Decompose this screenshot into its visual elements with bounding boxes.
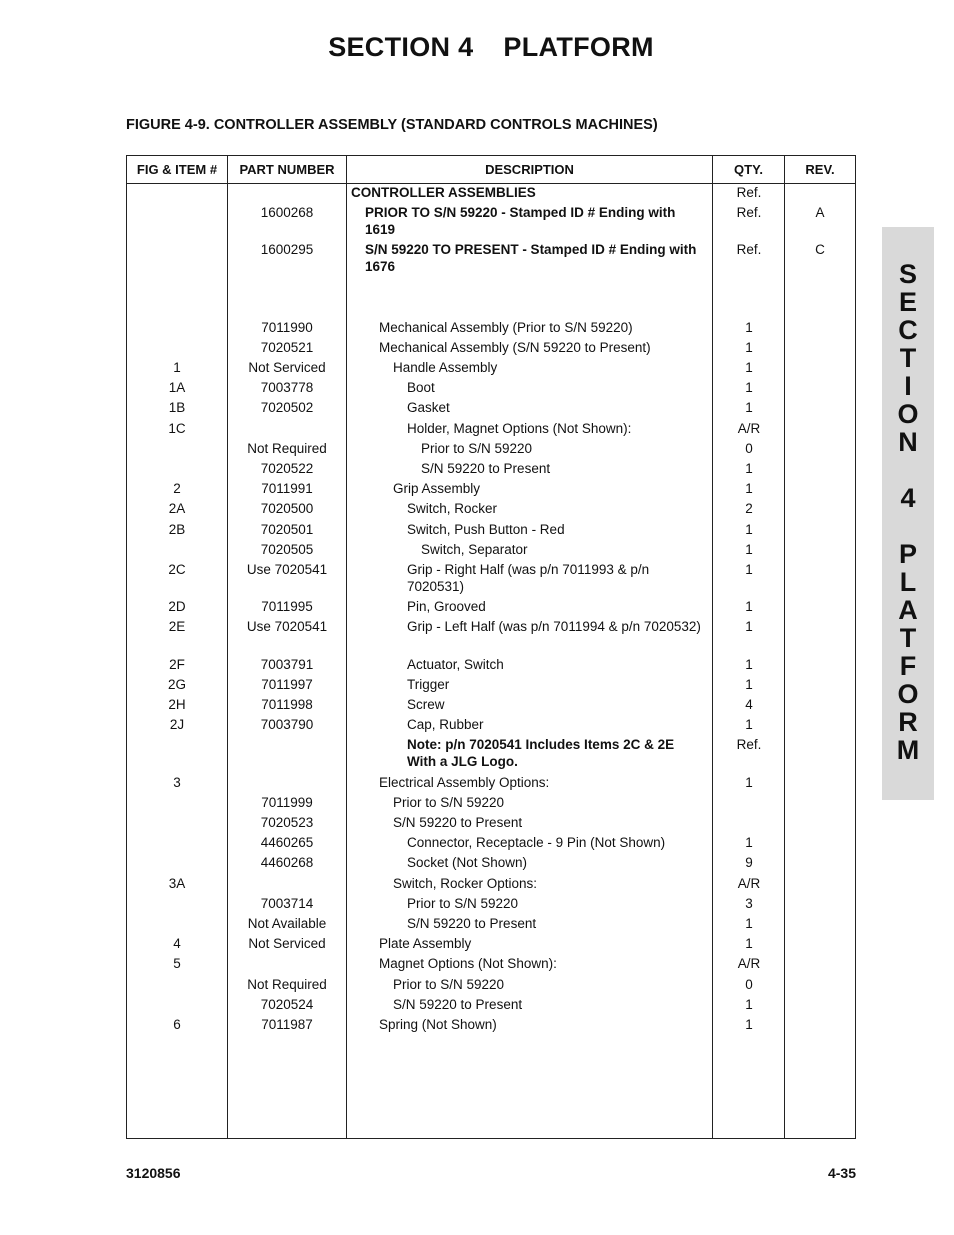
description-cell: Connector, Receptacle - 9 Pin (Not Shown)	[407, 835, 666, 851]
qty-cell: 1	[745, 835, 753, 851]
part-number-cell: 7020502	[260, 400, 314, 416]
qty-cell: A/R	[737, 420, 761, 436]
part-number-cell: 7003791	[260, 656, 314, 672]
description-cell: Prior to S/N 59220	[421, 440, 533, 456]
doc-number: 3120856	[126, 1165, 181, 1181]
fig-item-cell: 2F	[169, 656, 185, 672]
qty-cell: 3	[745, 895, 753, 911]
part-number-cell: 7011999	[261, 794, 313, 810]
part-number-cell: 7003714	[260, 895, 314, 911]
header-description: DESCRIPTION	[485, 162, 574, 177]
description-cell: Switch, Rocker	[407, 501, 498, 517]
qty-cell: 0	[745, 440, 753, 456]
qty-cell: A/R	[737, 875, 761, 891]
fig-item-cell: 2C	[168, 562, 186, 577]
fig-item-cell: 1	[173, 360, 181, 375]
description-cell: Electrical Assembly Options:	[379, 774, 550, 790]
part-number-cell: 7011998	[261, 697, 313, 712]
side-tab-letter: I	[904, 371, 912, 401]
part-number-cell: Not Serviced	[248, 360, 326, 375]
qty-cell: 2	[745, 501, 753, 517]
side-tab-letter: T	[899, 623, 917, 653]
parts-table	[126, 155, 856, 1139]
fig-item-cell: 4	[173, 936, 181, 952]
part-number-cell: 7020521	[260, 339, 314, 355]
side-tab-letter: C	[898, 315, 918, 345]
part-number-cell: Not Required	[247, 976, 327, 992]
description-cell: Note: p/n 7020541 Includes Items 2C & 2E With a JLG Logo.	[407, 737, 675, 770]
part-number-cell: Use 7020541	[246, 562, 328, 577]
page-number: 4-35	[827, 1165, 856, 1181]
description-cell: Switch, Separator	[421, 541, 528, 557]
side-tab-letter: N	[898, 427, 918, 457]
section-side-tab	[882, 227, 934, 800]
part-number-cell: 7020501	[260, 521, 314, 537]
part-number-cell: 7011991	[261, 481, 313, 497]
description-cell: S/N 59220 to Present	[393, 815, 523, 830]
fig-item-cell: 2J	[169, 717, 185, 733]
column-divider	[346, 156, 347, 1138]
fig-item-cell: 3A	[168, 875, 186, 891]
part-number-cell: 7011987	[261, 1017, 313, 1032]
description-cell: Magnet Options (Not Shown):	[379, 956, 557, 972]
fig-item-cell: 2G	[167, 676, 186, 692]
part-number-cell: 7020505	[260, 541, 314, 557]
description-cell: Prior to S/N 59220	[393, 794, 505, 810]
description-cell: Pin, Grooved	[407, 599, 486, 615]
description-cell: Spring (Not Shown)	[379, 1017, 497, 1032]
part-number-cell: 1600295	[260, 242, 314, 258]
description-cell: Holder, Magnet Options (Not Shown):	[407, 420, 632, 436]
qty-cell: 4	[745, 697, 753, 712]
qty-cell: 1	[745, 656, 753, 672]
fig-item-cell: 1B	[168, 400, 186, 416]
header-fig-item: FIG & ITEM #	[136, 162, 218, 177]
part-number-cell: 7020500	[260, 501, 314, 517]
fig-item-cell: 1A	[168, 380, 186, 396]
section-name: PLATFORM	[503, 32, 654, 62]
description-cell: Mechanical Assembly (Prior to S/N 59220)	[379, 319, 633, 335]
qty-cell: 1	[745, 481, 753, 497]
section-number: SECTION 4	[328, 32, 474, 62]
fig-item-cell: 2B	[168, 521, 186, 537]
qty-cell: Ref.	[736, 185, 762, 200]
description-cell: Gasket	[407, 400, 450, 416]
qty-cell: 1	[745, 461, 753, 476]
side-tab-letter: F	[899, 651, 917, 681]
fig-item-cell: 2D	[168, 599, 186, 615]
qty-cell: A/R	[737, 956, 761, 972]
side-tab-letter: P	[898, 539, 917, 569]
side-tab-letter: T	[899, 343, 917, 373]
description-cell: S/N 59220 TO PRESENT - Stamped ID # Ending with 1676	[365, 242, 697, 275]
qty-cell: Ref.	[736, 205, 762, 221]
qty-cell: 1	[745, 380, 753, 396]
description-cell: Screw	[407, 697, 445, 712]
description-cell: S/N 59220 to Present	[407, 916, 537, 931]
description-cell: Switch, Rocker Options:	[393, 875, 538, 891]
header-qty: QTY.	[734, 162, 763, 177]
qty-cell: 1	[745, 936, 753, 952]
qty-cell: 1	[745, 774, 753, 790]
qty-cell: Ref.	[736, 737, 762, 753]
fig-item-cell: 2	[173, 481, 181, 497]
side-tab-letters	[882, 260, 934, 764]
qty-cell: 1	[745, 400, 753, 416]
qty-cell: 1	[745, 521, 753, 537]
qty-cell: 1	[745, 360, 753, 375]
side-tab-letter: L	[899, 567, 917, 597]
part-number-cell: 7003778	[260, 380, 314, 396]
description-cell: Prior to S/N 59220	[407, 895, 519, 911]
side-tab-letter: S	[898, 259, 917, 289]
figure-title: FIGURE 4-9. CONTROLLER ASSEMBLY (STANDARD CONTROLS MACHINES)	[126, 117, 658, 133]
side-tab-letter: 4	[900, 483, 916, 513]
part-number-cell: 1600268	[260, 205, 314, 221]
part-number-cell: 7011990	[261, 319, 313, 335]
side-tab-letter: M	[896, 735, 920, 765]
description-cell: CONTROLLER ASSEMBLIES	[351, 185, 536, 200]
rev-cell: C	[815, 242, 825, 258]
qty-cell: 1	[745, 319, 753, 335]
qty-cell: 0	[745, 976, 753, 992]
header-rev: REV.	[805, 162, 835, 177]
description-cell: Boot	[407, 380, 435, 396]
part-number-cell: 7011995	[261, 599, 313, 615]
qty-cell: 1	[745, 339, 753, 355]
qty-cell: 1	[745, 1017, 753, 1032]
description-cell: Trigger	[407, 676, 450, 692]
part-number-cell: Use 7020541	[246, 619, 328, 635]
part-number-cell: 7003790	[260, 717, 314, 733]
qty-cell: 1	[745, 717, 753, 733]
qty-cell: Ref.	[736, 242, 762, 258]
qty-cell: 9	[745, 855, 753, 871]
qty-cell: 1	[745, 562, 753, 577]
description-cell: Actuator, Switch	[407, 656, 504, 672]
description-cell: Mechanical Assembly (S/N 59220 to Present)	[379, 339, 651, 355]
qty-cell: 1	[745, 916, 753, 931]
description-cell: Grip - Left Half (was p/n 7011994 & p/n 7020532)	[407, 619, 701, 635]
fig-item-cell: 3	[173, 774, 181, 790]
description-cell: S/N 59220 to Present	[421, 461, 551, 476]
part-number-cell: Not Serviced	[248, 936, 326, 952]
part-number-cell: 4460265	[260, 835, 314, 851]
side-tab-letter: O	[897, 679, 919, 709]
rev-cell: A	[815, 205, 825, 221]
part-number-cell: 4460268	[260, 855, 314, 871]
part-number-cell: 7011997	[261, 676, 313, 692]
description-cell: S/N 59220 to Present	[393, 996, 523, 1012]
fig-item-cell: 2H	[168, 697, 186, 712]
side-tab-letter: A	[898, 595, 918, 625]
side-tab-letter: O	[897, 399, 919, 429]
description-cell: Grip - Right Half (was p/n 7011993 & p/n 7020531)	[407, 562, 650, 594]
description-cell: Grip Assembly	[393, 481, 481, 497]
description-cell: Prior to S/N 59220	[393, 976, 505, 992]
part-number-cell: 7020523	[260, 815, 314, 830]
description-cell: PRIOR TO S/N 59220 - Stamped ID # Ending with 1619	[365, 205, 676, 238]
part-number-cell: 7020524	[260, 996, 314, 1012]
part-number-cell: Not Required	[247, 440, 327, 456]
qty-cell: 1	[745, 676, 753, 692]
qty-cell: 1	[745, 541, 753, 557]
fig-item-cell: 2A	[168, 501, 186, 517]
description-cell: Handle Assembly	[393, 360, 498, 375]
fig-item-cell: 5	[173, 956, 181, 972]
description-cell: Switch, Push Button - Red	[407, 521, 565, 537]
side-tab-letter	[882, 512, 934, 540]
section-title	[0, 32, 954, 63]
side-tab-letter	[882, 456, 934, 484]
column-divider	[784, 156, 785, 1138]
part-number-cell: 7020522	[260, 461, 314, 476]
description-cell: Socket (Not Shown)	[407, 855, 528, 871]
column-divider	[712, 156, 713, 1138]
qty-cell: 1	[745, 619, 753, 635]
description-cell: Plate Assembly	[379, 936, 472, 952]
fig-item-cell: 2E	[168, 619, 186, 635]
side-tab-letter: E	[898, 287, 917, 317]
side-tab-letter: R	[898, 707, 918, 737]
part-number-cell: Not Available	[247, 916, 327, 931]
header-part-number: PART NUMBER	[239, 162, 335, 177]
qty-cell: 1	[745, 996, 753, 1012]
qty-cell: 1	[745, 599, 753, 615]
fig-item-cell: 6	[173, 1017, 181, 1032]
description-cell: Cap, Rubber	[407, 717, 484, 733]
fig-item-cell: 1C	[168, 420, 186, 436]
